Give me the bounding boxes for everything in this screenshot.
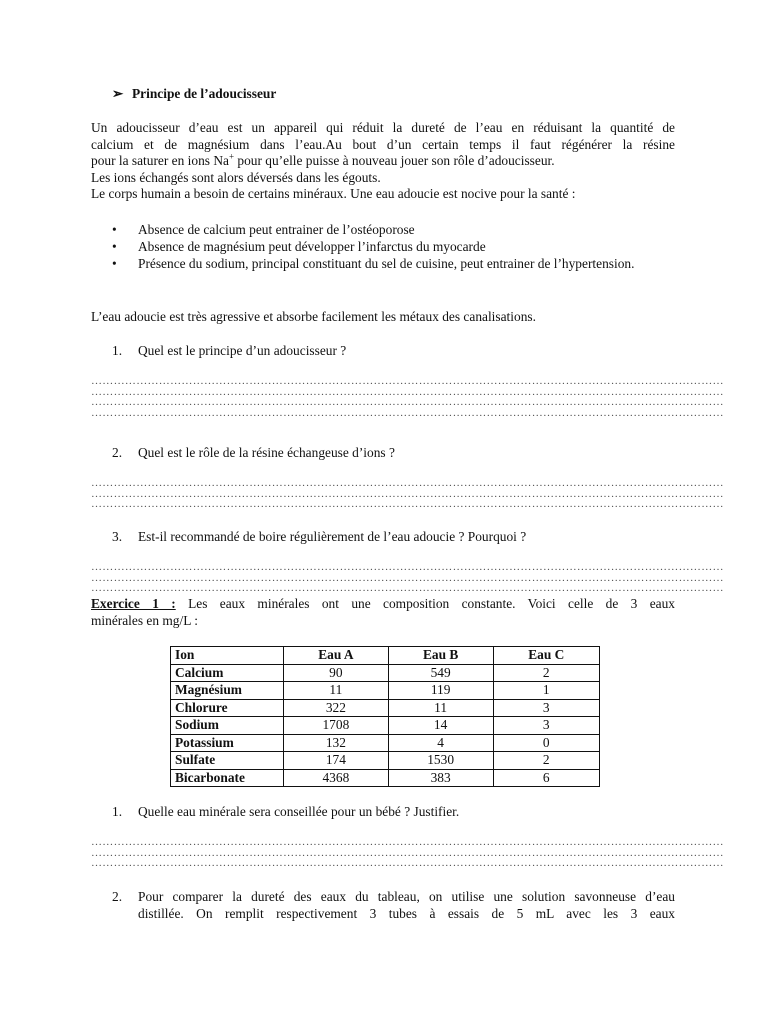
list-item: [112, 255, 675, 272]
table-row: [171, 734, 600, 752]
table-row: [171, 717, 600, 735]
exercise-label: Exercice 1 :: [91, 596, 176, 611]
answer-lines-3[interactable]: [91, 561, 724, 595]
ion-charge: +: [228, 151, 235, 162]
table-cell: 3: [493, 699, 600, 717]
table-cell: 132: [284, 734, 389, 752]
table-cell: 2: [493, 664, 600, 682]
table-cell: 11: [284, 682, 389, 700]
answer-dotted-line[interactable]: ……………………………………………………………………………………………………………………………………………………: [91, 571, 724, 584]
arrow-bullet-icon: ➢: [112, 86, 124, 101]
table-cell: 2: [493, 752, 600, 770]
intro-line: Le corps humain a besoin de certains minéraux. Une eau adoucie est nocive pour la santé :: [91, 186, 576, 202]
section-title: Principe de l’adoucisseur: [132, 86, 277, 101]
table-row: [171, 664, 600, 682]
ion-name: Sulfate: [171, 752, 284, 770]
exercise-question-1: [112, 803, 459, 820]
mineral-water-table: [170, 646, 600, 787]
answer-dotted-line[interactable]: ……………………………………………………………………………………………………………………………………………………: [91, 582, 724, 595]
question-number: 2.: [112, 445, 123, 460]
answer-dotted-line[interactable]: ……………………………………………………………………………………………………………………………………………………: [91, 396, 724, 409]
question-number: 2.: [112, 889, 123, 904]
bullet-icon: •: [112, 239, 117, 254]
answer-dotted-line[interactable]: ……………………………………………………………………………………………………………………………………………………: [91, 498, 724, 511]
table-cell: 4: [388, 734, 493, 752]
intro-line: calcium et de magnésium dans l’eau.Au bout d’un certain temps il faut régénérer la résine: [91, 136, 675, 152]
answer-dotted-line[interactable]: ……………………………………………………………………………………………………………………………………………………: [91, 846, 724, 859]
ion-name: Potassium: [171, 734, 284, 752]
intro-line-with-ion: [91, 153, 675, 170]
ion-name: Chlorure: [171, 699, 284, 717]
answer-dotted-line[interactable]: ……………………………………………………………………………………………………………………………………………………: [91, 487, 724, 500]
exercise-text: Les eaux minérales ont une composition constante. Voici celle de 3 eaux: [175, 596, 675, 611]
question-number: 3.: [112, 529, 123, 544]
table-cell: 1530: [388, 752, 493, 770]
question-number: 1.: [112, 343, 123, 358]
question-text: Quelle eau minérale sera conseillée pour un bébé ? Justifier.: [138, 804, 460, 819]
list-item: [112, 221, 675, 238]
exercise-line: [91, 596, 675, 613]
list-item-text: Présence du sodium, principal constituant du sel de cuisine, peut entrainer de l’hypertension.: [138, 256, 635, 271]
list-item: [112, 238, 675, 255]
intro-line-end: pour qu’elle puisse à nouveau jouer son rôle d’adoucisseur.: [234, 153, 555, 169]
ion-name: Magnésium: [171, 682, 284, 700]
answer-dotted-line[interactable]: ……………………………………………………………………………………………………………………………………………………: [91, 857, 724, 870]
table-row: [171, 769, 600, 787]
table-cell: 3: [493, 717, 600, 735]
question-2: [112, 444, 395, 461]
health-effects-list: [112, 221, 675, 272]
ion-name: Sodium: [171, 717, 284, 735]
list-item-text: Absence de magnésium peut développer l’infarctus du myocarde: [138, 239, 486, 254]
table-cell: 90: [284, 664, 389, 682]
exercise-1: [91, 596, 675, 629]
table-row: [171, 699, 600, 717]
column-header: Eau C: [493, 647, 600, 665]
table-cell: 549: [388, 664, 493, 682]
ion-name: Bicarbonate: [171, 769, 284, 787]
list-item-text: Absence de calcium peut entrainer de l’ostéoporose: [138, 222, 415, 237]
table-row: [171, 682, 600, 700]
table-cell: 1: [493, 682, 600, 700]
table-cell: 6: [493, 769, 600, 787]
table-cell: 383: [388, 769, 493, 787]
answer-dotted-line[interactable]: ……………………………………………………………………………………………………………………………………………………: [91, 375, 724, 387]
question-text: Pour comparer la dureté des eaux du tableau, on utilise une solution savonneuse d’eau: [138, 889, 675, 904]
question-number: 1.: [112, 804, 123, 819]
table-row: [171, 752, 600, 770]
section-heading: [112, 86, 276, 102]
table-cell: 11: [388, 699, 493, 717]
table-cell: 119: [388, 682, 493, 700]
bullet-icon: •: [112, 222, 117, 237]
question-line: distillée. On remplit respectivement 3 tubes à essais de 5 mL avec les 3 eaux: [138, 906, 675, 921]
table-cell: 322: [284, 699, 389, 717]
intro-line: pour la saturer en ions Na: [91, 153, 229, 169]
column-header: Eau B: [388, 647, 493, 665]
question-text: Quel est le rôle de la résine échangeuse d’ions ?: [138, 445, 395, 460]
exercise-question-2: [112, 888, 675, 922]
intro-line: Un adoucisseur d’eau est un appareil qui réduit la dureté de l’eau en réduisant la quantité de: [91, 120, 675, 135]
table-cell: 174: [284, 752, 389, 770]
answer-lines-2[interactable]: [91, 477, 724, 511]
table-cell: 0: [493, 734, 600, 752]
question-1: [112, 342, 346, 359]
intro-paragraph: [91, 120, 675, 203]
table-header-row: [171, 647, 600, 665]
question-line: [112, 888, 675, 905]
question-3: [112, 528, 526, 545]
answer-dotted-line[interactable]: ……………………………………………………………………………………………………………………………………………………: [91, 561, 724, 573]
intro-line: Les ions échangés sont alors déversés dans les égouts.: [91, 169, 381, 185]
answer-lines-1[interactable]: [91, 375, 724, 419]
answer-dotted-line[interactable]: ……………………………………………………………………………………………………………………………………………………: [91, 836, 724, 848]
conclusion-text: L’eau adoucie est très agressive et absorbe facilement les métaux des canalisations.: [91, 309, 536, 324]
column-header: Eau A: [284, 647, 389, 665]
table-cell: 1708: [284, 717, 389, 735]
table-cell: 14: [388, 717, 493, 735]
answer-dotted-line[interactable]: ……………………………………………………………………………………………………………………………………………………: [91, 406, 724, 419]
answer-lines-4[interactable]: [91, 836, 724, 870]
column-header: Ion: [171, 647, 284, 665]
answer-dotted-line[interactable]: ……………………………………………………………………………………………………………………………………………………: [91, 385, 724, 398]
question-text: Quel est le principe d’un adoucisseur ?: [138, 343, 347, 358]
answer-dotted-line[interactable]: ……………………………………………………………………………………………………………………………………………………: [91, 477, 724, 489]
bullet-icon: •: [112, 256, 117, 271]
question-text: Est-il recommandé de boire régulièrement de l’eau adoucie ? Pourquoi ?: [138, 529, 527, 544]
ion-name: Calcium: [171, 664, 284, 682]
exercise-line: minérales en mg/L :: [91, 612, 198, 628]
table-cell: 4368: [284, 769, 389, 787]
